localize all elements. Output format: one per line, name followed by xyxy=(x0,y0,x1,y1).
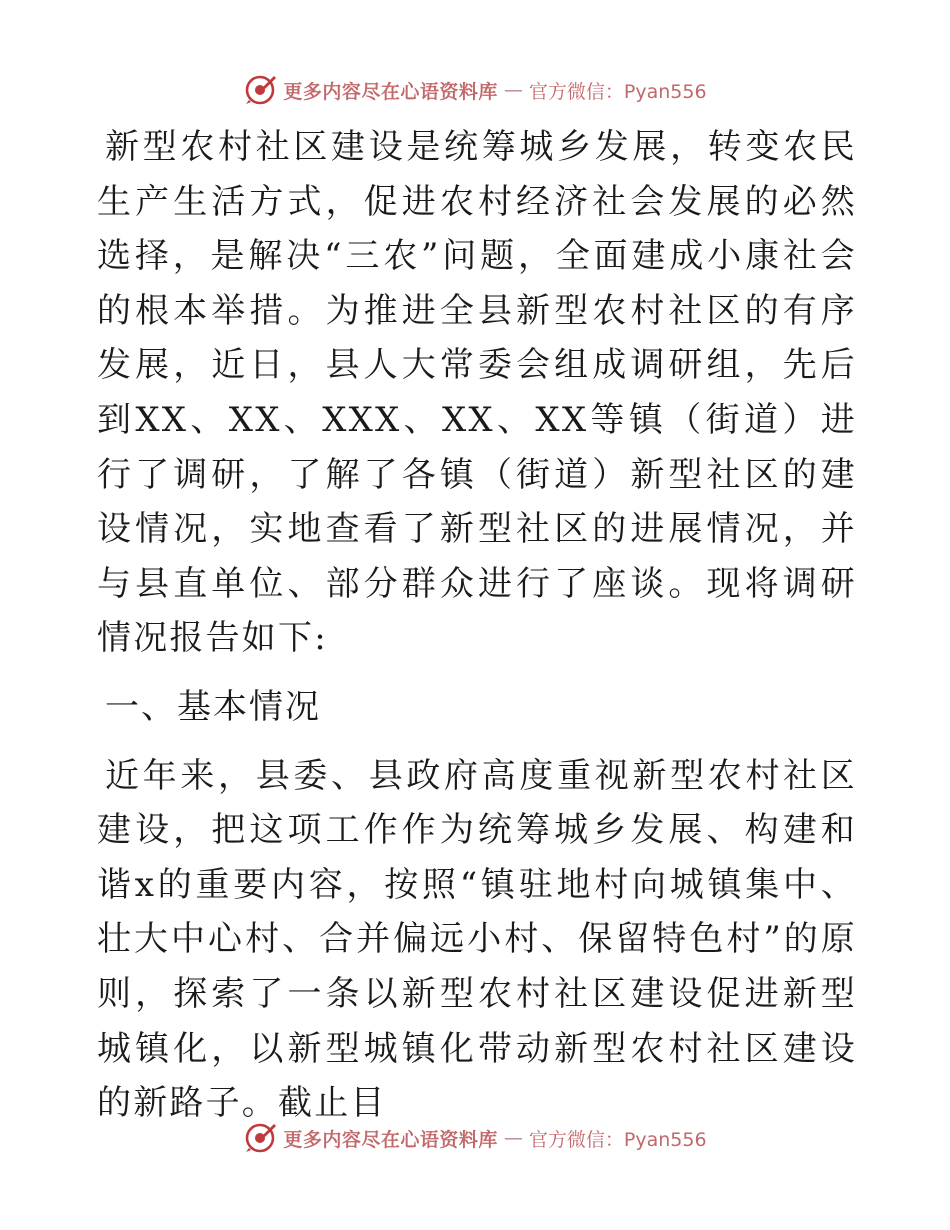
footer-separator: — xyxy=(503,1127,523,1149)
footer-wechat: 官方微信：Pyan556 xyxy=(528,1128,707,1151)
header-banner xyxy=(0,70,950,110)
banner-site-name: 更多内容尽在心语资料库 xyxy=(283,80,498,103)
paragraph-basic-situation: 近年来，县委、县政府高度重视新型农村社区建设，把这项工作作为统筹城乡发展、构建和谐x的重要内容，按照“镇驻地村向城镇集中、壮大中心村、合并偏远小村、保留特色村”的原则，探索了一条以新型农村社区建设促进新型城镇化，以新型城镇化带动新型农村社区建设的新路子。截止目 xyxy=(97,755,857,1124)
banner-wechat: 官方微信：Pyan556 xyxy=(528,80,707,103)
pen-logo-icon xyxy=(243,73,277,107)
banner-separator: — xyxy=(503,79,523,101)
footer-banner xyxy=(0,1118,950,1158)
document-body xyxy=(97,120,857,1131)
paragraph-intro: 新型农村社区建设是统筹城乡发展，转变农民生产生活方式，促进农村经济社会发展的必然选择，是解决“三农”问题，全面建成小康社会的根本举措。为推进全县新型农村社区的有序发展，近日，县人大常委会组成调研组，先后到XX、XX、XXX、XX、XX等镇（街道）进行了调研，了解了各镇（街道）新型社区的建设情况，实地查看了新型社区的进展情况，并与县直单位、部分群众进行了座谈。现将调研情况报告如下: xyxy=(97,127,857,659)
pen-logo-icon xyxy=(243,1121,277,1155)
section-heading: 一、基本情况 xyxy=(105,686,321,727)
footer-site-name: 更多内容尽在心语资料库 xyxy=(283,1128,498,1151)
